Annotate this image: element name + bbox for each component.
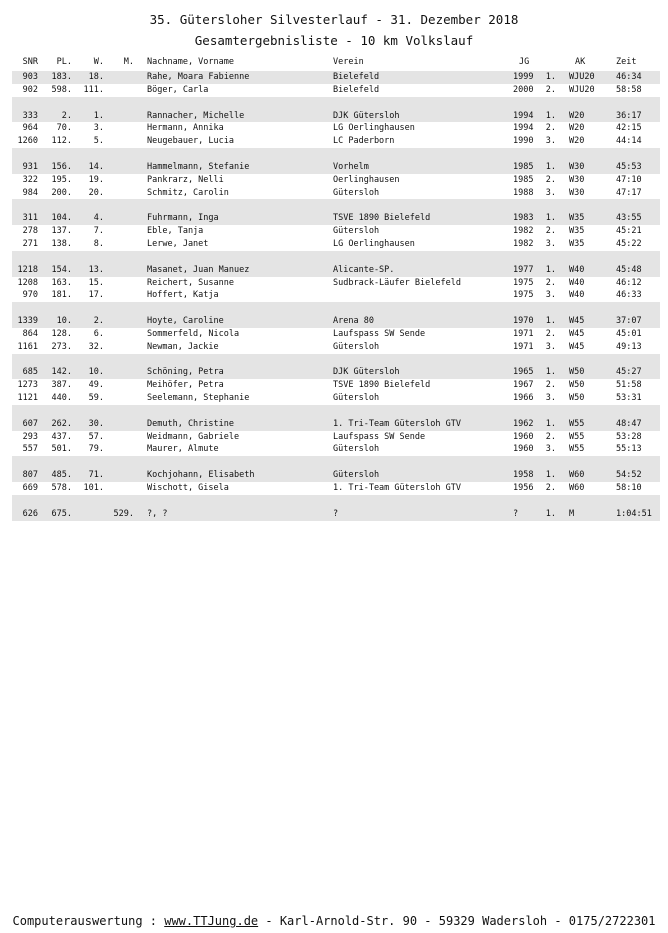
cell-ak: W35 xyxy=(569,213,585,224)
cell-akpl: 3. xyxy=(545,136,556,147)
cell-snr: 333 xyxy=(22,110,38,121)
cell-zeit: 51:58 xyxy=(616,380,642,391)
cell-verein: LG Oerlinghausen xyxy=(333,123,415,134)
cell-pl: 578. xyxy=(51,483,72,493)
cell-akpl: 1. xyxy=(545,213,556,224)
cell-jg: 1982 xyxy=(513,226,534,237)
cell-ak: W55 xyxy=(569,418,585,429)
table-row xyxy=(12,289,660,302)
cell-pl: 128. xyxy=(51,328,72,339)
cell-ak: WJU20 xyxy=(569,72,595,82)
cell-verein: Gütersloh xyxy=(333,187,380,198)
group-separator xyxy=(12,148,660,161)
group-separator xyxy=(12,354,660,367)
cell-akpl: 1. xyxy=(545,161,556,172)
header-w: W. xyxy=(93,57,104,67)
cell-verein: Gütersloh xyxy=(333,393,380,404)
table-row xyxy=(12,212,660,225)
table-row xyxy=(12,110,660,123)
cell-verein: Gütersloh xyxy=(333,444,380,455)
cell-name: Fuhrmann, Inga xyxy=(147,213,219,224)
cell-jg: 1962 xyxy=(513,418,534,429)
cell-jg: 1988 xyxy=(513,187,534,198)
cell-snr: 278 xyxy=(22,226,38,237)
cell-ak: M xyxy=(569,508,575,519)
cell-snr: 970 xyxy=(22,290,38,301)
cell-zeit: 53:28 xyxy=(616,431,642,442)
cell-snr: 271 xyxy=(22,238,38,249)
cell-w: 10. xyxy=(88,367,104,378)
cell-akpl: 3. xyxy=(545,341,556,352)
cell-ak: W35 xyxy=(569,238,585,249)
cell-zeit: 49:13 xyxy=(616,341,642,352)
cell-akpl: 3. xyxy=(545,238,556,249)
cell-w: 3. xyxy=(93,123,104,134)
group-separator xyxy=(12,199,660,212)
header-snr: SNR xyxy=(22,57,38,67)
cell-verein: Laufspass SW Sende xyxy=(333,328,426,339)
table-row xyxy=(12,366,660,379)
cell-w: 7. xyxy=(93,226,104,237)
cell-verein: DJK Gütersloh xyxy=(333,110,400,121)
table-row xyxy=(12,84,660,97)
table-row xyxy=(12,135,660,148)
cell-snr: 1260 xyxy=(17,136,38,147)
cell-snr: 903 xyxy=(22,72,38,82)
table-row xyxy=(12,71,660,84)
cell-akpl: 1. xyxy=(545,72,556,82)
cell-ak: W50 xyxy=(569,393,585,404)
cell-akpl: 3. xyxy=(545,187,556,198)
cell-pl: 387. xyxy=(51,380,72,391)
cell-pl: 675. xyxy=(51,508,72,519)
cell-pl: 200. xyxy=(51,187,72,198)
cell-jg: 1985 xyxy=(513,174,534,185)
cell-verein: ? xyxy=(333,508,339,519)
table-row xyxy=(12,122,660,135)
cell-pl: 485. xyxy=(51,470,72,481)
cell-pl: 440. xyxy=(51,393,72,404)
cell-ak: W50 xyxy=(569,367,585,378)
results-table xyxy=(12,71,660,521)
cell-verein: Vorhelm xyxy=(333,161,369,172)
cell-akpl: 2. xyxy=(545,277,556,288)
cell-name: Sommerfeld, Nicola xyxy=(147,328,240,339)
cell-zeit: 43:55 xyxy=(616,213,642,224)
cell-snr: 984 xyxy=(22,187,38,198)
cell-jg: 1956 xyxy=(513,483,534,493)
header-name: Nachname, Vorname xyxy=(147,57,234,67)
cell-verein: Gütersloh xyxy=(333,341,380,352)
cell-name: Newman, Jackie xyxy=(147,341,219,352)
header-jg: JG xyxy=(519,57,530,67)
cell-jg: 1985 xyxy=(513,161,534,172)
cell-pl: 142. xyxy=(51,367,72,378)
cell-jg: 1994 xyxy=(513,110,534,121)
cell-jg: 1975 xyxy=(513,277,534,288)
group-separator xyxy=(12,456,660,469)
page-title: 35. Gütersloher Silvesterlauf - 31. Dezember 2018 xyxy=(149,12,519,27)
cell-akpl: 1. xyxy=(545,367,556,378)
cell-ak: W45 xyxy=(569,328,585,339)
cell-name: ?, ? xyxy=(147,508,168,519)
cell-akpl: 2. xyxy=(545,226,556,237)
cell-snr: 1218 xyxy=(17,264,38,275)
cell-ak: W60 xyxy=(569,483,585,493)
cell-akpl: 1. xyxy=(545,508,556,519)
cell-name: Demuth, Christine xyxy=(147,418,234,429)
cell-name: Hoyte, Caroline xyxy=(147,316,224,327)
cell-w: 79. xyxy=(88,444,104,455)
table-row xyxy=(12,341,660,354)
cell-zeit: 45:21 xyxy=(616,226,642,237)
cell-verein: TSVE 1890 Bielefeld xyxy=(333,380,431,391)
cell-akpl: 2. xyxy=(545,174,556,185)
cell-akpl: 2. xyxy=(545,380,556,391)
table-row xyxy=(12,418,660,431)
table-row xyxy=(12,174,660,187)
header-m: M. xyxy=(123,57,134,67)
cell-zeit: 46:34 xyxy=(616,72,642,82)
group-separator xyxy=(12,405,660,418)
cell-w: 15. xyxy=(88,277,104,288)
cell-jg: 1967 xyxy=(513,380,534,391)
cell-zeit: 42:15 xyxy=(616,123,642,134)
cell-jg: 1960 xyxy=(513,431,534,442)
table-row xyxy=(12,238,660,251)
cell-name: Weidmann, Gabriele xyxy=(147,431,240,442)
cell-w: 30. xyxy=(88,418,104,429)
cell-name: Schmitz, Carolin xyxy=(147,187,229,198)
cell-zeit: 45:53 xyxy=(616,161,642,172)
cell-pl: 138. xyxy=(51,238,72,249)
cell-pl: 2. xyxy=(61,110,72,121)
cell-pl: 70. xyxy=(56,123,72,134)
cell-ak: W20 xyxy=(569,136,585,147)
cell-name: Meihöfer, Petra xyxy=(147,380,224,391)
cell-pl: 598. xyxy=(51,84,72,95)
cell-zeit: 58:10 xyxy=(616,483,642,493)
cell-pl: 154. xyxy=(51,264,72,275)
cell-snr: 322 xyxy=(22,174,38,185)
cell-verein: Gütersloh xyxy=(333,470,380,481)
footer xyxy=(0,914,668,928)
cell-akpl: 3. xyxy=(545,444,556,455)
cell-jg: 1999 xyxy=(513,72,534,82)
cell-zeit: 46:33 xyxy=(616,290,642,301)
cell-zeit: 45:27 xyxy=(616,367,642,378)
cell-snr: 807 xyxy=(22,470,38,481)
cell-name: Rahe, Moara Fabienne xyxy=(147,72,250,82)
cell-w: 49. xyxy=(88,380,104,391)
cell-pl: 10. xyxy=(56,316,72,327)
cell-snr: 1339 xyxy=(17,316,38,327)
cell-w: 57. xyxy=(88,431,104,442)
cell-pl: 137. xyxy=(51,226,72,237)
cell-w: 59. xyxy=(88,393,104,404)
cell-zeit: 47:10 xyxy=(616,174,642,185)
cell-snr: 557 xyxy=(22,444,38,455)
cell-snr: 685 xyxy=(22,367,38,378)
cell-akpl: 2. xyxy=(545,123,556,134)
cell-jg: 1975 xyxy=(513,290,534,301)
cell-w: 5. xyxy=(93,136,104,147)
cell-pl: 501. xyxy=(51,444,72,455)
header-pl: PL. xyxy=(56,57,72,67)
group-separator xyxy=(12,97,660,110)
cell-ak: W40 xyxy=(569,264,585,275)
group-separator xyxy=(12,251,660,264)
cell-snr: 607 xyxy=(22,418,38,429)
cell-ak: W30 xyxy=(569,174,585,185)
cell-snr: 626 xyxy=(22,508,38,519)
cell-snr: 902 xyxy=(22,84,38,95)
cell-snr: 864 xyxy=(22,328,38,339)
cell-jg: 1982 xyxy=(513,238,534,249)
cell-akpl: 2. xyxy=(545,483,556,493)
cell-verein: 1. Tri-Team Gütersloh GTV xyxy=(333,418,461,429)
cell-zeit: 53:31 xyxy=(616,393,642,404)
page-subtitle: Gesamtergebnisliste - 10 km Volkslauf xyxy=(194,33,474,48)
cell-snr: 1161 xyxy=(17,341,38,352)
cell-snr: 669 xyxy=(22,483,38,493)
cell-zeit: 48:47 xyxy=(616,418,642,429)
cell-ak: W40 xyxy=(569,290,585,301)
cell-w: 32. xyxy=(88,341,104,352)
cell-ak: W45 xyxy=(569,341,585,352)
cell-ak: WJU20 xyxy=(569,84,595,95)
group-separator xyxy=(12,495,660,508)
cell-akpl: 1. xyxy=(545,470,556,481)
cell-zeit: 37:07 xyxy=(616,316,642,327)
table-row xyxy=(12,379,660,392)
cell-akpl: 2. xyxy=(545,328,556,339)
cell-pl: 156. xyxy=(51,161,72,172)
cell-name: Maurer, Almute xyxy=(147,444,219,455)
cell-pl: 181. xyxy=(51,290,72,301)
cell-akpl: 3. xyxy=(545,290,556,301)
cell-w: 13. xyxy=(88,264,104,275)
cell-snr: 1208 xyxy=(17,277,38,288)
table-row xyxy=(12,482,660,495)
cell-name: Hoffert, Katja xyxy=(147,290,219,301)
table-row xyxy=(12,264,660,277)
cell-w: 18. xyxy=(88,72,104,82)
cell-w: 71. xyxy=(88,470,104,481)
cell-zeit: 55:13 xyxy=(616,444,642,455)
cell-name: Rannacher, Michelle xyxy=(147,110,245,121)
cell-verein: Arena 80 xyxy=(333,316,374,327)
cell-jg: 2000 xyxy=(513,84,534,95)
cell-verein: Laufspass SW Sende xyxy=(333,431,426,442)
cell-pl: 104. xyxy=(51,213,72,224)
cell-akpl: 1. xyxy=(545,110,556,121)
cell-snr: 1121 xyxy=(17,393,38,404)
cell-verein: LC Paderborn xyxy=(333,136,395,147)
table-row xyxy=(12,328,660,341)
cell-jg: 1970 xyxy=(513,316,534,327)
cell-verein: DJK Gütersloh xyxy=(333,367,400,378)
cell-snr: 311 xyxy=(22,213,38,224)
table-row xyxy=(12,469,660,482)
header-zeit: Zeit xyxy=(616,57,637,67)
table-row xyxy=(12,431,660,444)
cell-zeit: 45:22 xyxy=(616,238,642,249)
table-row xyxy=(12,392,660,405)
cell-pl: 273. xyxy=(51,341,72,352)
table-row xyxy=(12,443,660,456)
cell-zeit: 45:01 xyxy=(616,328,642,339)
cell-ak: W20 xyxy=(569,123,585,134)
cell-ak: W30 xyxy=(569,187,585,198)
cell-verein: Sudbrack-Läufer Bielefeld xyxy=(333,277,461,288)
cell-akpl: 2. xyxy=(545,431,556,442)
cell-name: Hermann, Annika xyxy=(147,123,224,134)
cell-akpl: 2. xyxy=(545,84,556,95)
cell-ak: W55 xyxy=(569,431,585,442)
cell-jg: 1960 xyxy=(513,444,534,455)
cell-zeit: 47:17 xyxy=(616,187,642,198)
cell-ak: W55 xyxy=(569,444,585,455)
footer-prefix: Computerauswertung : xyxy=(12,914,165,928)
cell-w: 2. xyxy=(93,316,104,327)
cell-name: Kochjohann, Elisabeth xyxy=(147,470,255,481)
cell-verein: LG Oerlinghausen xyxy=(333,238,415,249)
cell-name: Schöning, Petra xyxy=(147,367,224,378)
cell-akpl: 3. xyxy=(545,393,556,404)
cell-pl: 183. xyxy=(51,72,72,82)
cell-w: 20. xyxy=(88,187,104,198)
cell-w: 14. xyxy=(88,161,104,172)
cell-akpl: 1. xyxy=(545,418,556,429)
cell-ak: W30 xyxy=(569,161,585,172)
cell-verein: Gütersloh xyxy=(333,226,380,237)
cell-verein: Bielefeld xyxy=(333,72,380,82)
cell-ak: W20 xyxy=(569,110,585,121)
cell-akpl: 1. xyxy=(545,316,556,327)
cell-name: Wischott, Gisela xyxy=(147,483,229,493)
table-row xyxy=(12,187,660,200)
footer-link[interactable]: www.TTJung.de xyxy=(164,914,259,928)
cell-name: Seelemann, Stephanie xyxy=(147,393,250,404)
cell-zeit: 45:48 xyxy=(616,264,642,275)
cell-jg: 1971 xyxy=(513,341,534,352)
cell-jg: 1971 xyxy=(513,328,534,339)
cell-verein: Bielefeld xyxy=(333,84,380,95)
cell-zeit: 1:04:51 xyxy=(616,508,652,519)
cell-akpl: 1. xyxy=(545,264,556,275)
cell-ak: W60 xyxy=(569,470,585,481)
header-ak: AK xyxy=(575,57,586,67)
cell-zeit: 44:14 xyxy=(616,136,642,147)
table-row xyxy=(12,315,660,328)
cell-snr: 931 xyxy=(22,161,38,172)
cell-pl: 163. xyxy=(51,277,72,288)
cell-name: Hammelmann, Stefanie xyxy=(147,161,250,172)
cell-pl: 112. xyxy=(51,136,72,147)
cell-jg: 1994 xyxy=(513,123,534,134)
cell-verein: Oerlinghausen xyxy=(333,174,400,185)
header-verein: Verein xyxy=(333,57,364,67)
footer-suffix: - Karl-Arnold-Str. 90 - 59329 Wadersloh - 0175/2722301 xyxy=(258,914,656,928)
cell-w: 19. xyxy=(88,174,104,185)
cell-ak: W50 xyxy=(569,380,585,391)
cell-w: 1. xyxy=(93,110,104,121)
group-separator xyxy=(12,302,660,315)
cell-verein: 1. Tri-Team Gütersloh GTV xyxy=(333,483,461,493)
table-row xyxy=(12,225,660,238)
cell-w: 111. xyxy=(83,84,104,95)
cell-snr: 1273 xyxy=(17,380,38,391)
cell-zeit: 46:12 xyxy=(616,277,642,288)
cell-snr: 964 xyxy=(22,123,38,134)
cell-jg: 1966 xyxy=(513,393,534,404)
cell-pl: 262. xyxy=(51,418,72,429)
cell-ak: W35 xyxy=(569,226,585,237)
cell-jg: 1958 xyxy=(513,470,534,481)
cell-name: Eble, Tanja xyxy=(147,226,204,237)
cell-w: 17. xyxy=(88,290,104,301)
cell-name: Masanet, Juan Manuez xyxy=(147,264,250,275)
cell-w: 6. xyxy=(93,328,104,339)
cell-verein: Alicante-SP. xyxy=(333,264,395,275)
cell-jg: 1983 xyxy=(513,213,534,224)
cell-zeit: 54:52 xyxy=(616,470,642,481)
cell-ak: W45 xyxy=(569,316,585,327)
cell-verein: TSVE 1890 Bielefeld xyxy=(333,213,431,224)
table-row xyxy=(12,161,660,174)
cell-name: Reichert, Susanne xyxy=(147,277,234,288)
cell-ak: W40 xyxy=(569,277,585,288)
cell-pl: 437. xyxy=(51,431,72,442)
cell-w: 4. xyxy=(93,213,104,224)
cell-m: 529. xyxy=(113,508,134,519)
cell-jg: ? xyxy=(513,508,519,519)
table-row xyxy=(12,508,660,521)
cell-pl: 195. xyxy=(51,174,72,185)
table-row xyxy=(12,277,660,290)
cell-snr: 293 xyxy=(22,431,38,442)
cell-w: 101. xyxy=(83,483,104,493)
cell-name: Böger, Carla xyxy=(147,84,209,95)
cell-name: Lerwe, Janet xyxy=(147,238,209,249)
cell-jg: 1977 xyxy=(513,264,534,275)
cell-jg: 1965 xyxy=(513,367,534,378)
cell-jg: 1990 xyxy=(513,136,534,147)
cell-w: 8. xyxy=(93,238,104,249)
cell-name: Pankrarz, Nelli xyxy=(147,174,224,185)
cell-name: Neugebauer, Lucia xyxy=(147,136,234,147)
cell-zeit: 36:17 xyxy=(616,110,642,121)
cell-zeit: 58:58 xyxy=(616,84,642,95)
